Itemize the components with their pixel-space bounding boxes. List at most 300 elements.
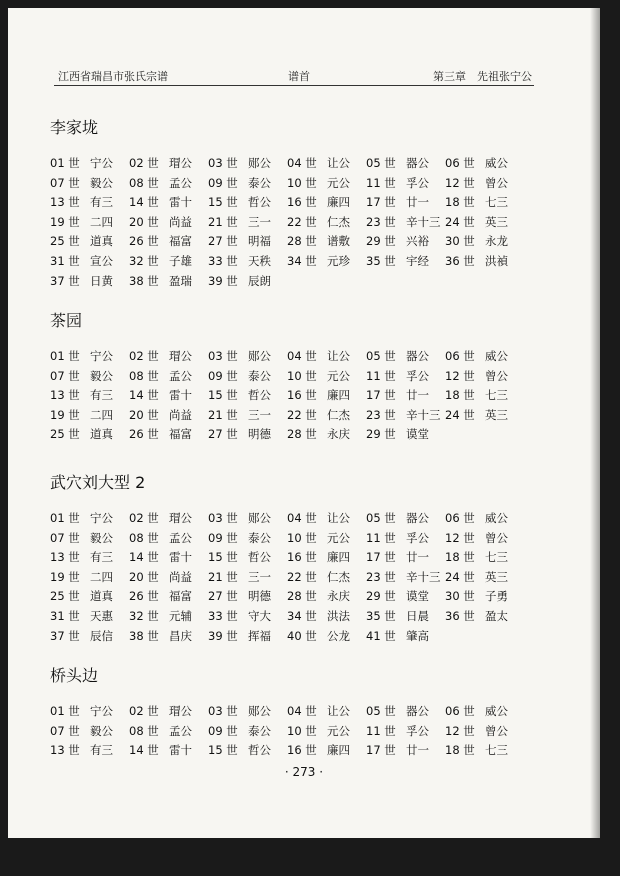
generation-number: 32 世: [129, 608, 159, 623]
ancestor-name: 昌庆: [169, 628, 192, 643]
ancestor-name: 洪禎: [485, 253, 508, 268]
ancestor-name: 辛十三: [406, 214, 441, 229]
generation-number: 20 世: [129, 569, 159, 584]
ancestor-name: 郧公: [248, 511, 271, 525]
generation-number: 31 世: [50, 253, 80, 268]
generation-number: 28 世: [287, 234, 317, 249]
ancestor-name: 泰公: [248, 723, 271, 738]
generation-number: 02 世: [129, 511, 159, 525]
generation-table: [50, 155, 520, 292]
generation-number: 36 世: [445, 253, 475, 268]
ancestor-name: 雷十: [169, 550, 192, 565]
book-page: [8, 8, 600, 838]
generation-entry: [50, 530, 129, 546]
generation-entry: [366, 407, 445, 423]
generation-entry: [445, 155, 524, 171]
ancestor-name: 盈太: [485, 608, 508, 623]
generation-number: 02 世: [129, 156, 159, 170]
ancestor-name: 公龙: [327, 628, 350, 643]
generation-entry: [287, 214, 366, 230]
ancestor-name: 曾公: [485, 530, 508, 545]
ancestor-name: 威公: [485, 349, 508, 363]
generation-number: 17 世: [366, 743, 396, 758]
generation-entry: [129, 426, 208, 442]
generation-number: 28 世: [287, 589, 317, 604]
generation-number: 29 世: [366, 589, 396, 604]
generation-entry: [129, 569, 208, 585]
ancestor-name: 廉四: [327, 195, 350, 210]
generation-entry: [287, 426, 366, 442]
ancestor-name: 辛十三: [406, 407, 441, 422]
generation-row: [50, 628, 520, 648]
generation-entry: [129, 608, 208, 624]
generation-entry: [287, 742, 366, 758]
generation-entry: [445, 348, 524, 364]
ancestor-name: 廿一: [406, 743, 429, 758]
ancestor-name: 廿一: [406, 195, 429, 210]
generation-entry: [129, 530, 208, 546]
generation-entry: [445, 368, 524, 384]
generation-number: 29 世: [366, 427, 396, 442]
ancestor-name: 福富: [169, 427, 192, 442]
generation-entry: [50, 233, 129, 249]
generation-entry: [445, 175, 524, 191]
ancestor-name: 英三: [485, 214, 508, 229]
generation-entry: [287, 233, 366, 249]
generation-entry: [366, 628, 445, 644]
ancestor-name: 七三: [485, 550, 508, 565]
generation-number: 09 世: [208, 723, 238, 738]
generation-row: [50, 530, 520, 550]
ancestor-name: 守大: [248, 608, 271, 623]
generation-number: 02 世: [129, 704, 159, 718]
generation-entry: [208, 155, 287, 171]
generation-entry: [445, 407, 524, 423]
generation-entry: [287, 387, 366, 403]
generation-entry: [445, 742, 524, 758]
generation-entry: [287, 723, 366, 739]
ancestor-name: 哲公: [248, 195, 271, 210]
generation-entry: [50, 348, 129, 364]
ancestor-name: 曾公: [485, 723, 508, 738]
section-title: 茶园: [50, 311, 83, 330]
generation-number: 35 世: [366, 608, 396, 623]
generation-number: 16 世: [287, 388, 317, 403]
generation-number: 24 世: [445, 214, 475, 229]
generation-number: 12 世: [445, 723, 475, 738]
ancestor-name: 哲公: [248, 388, 271, 403]
generation-row: [50, 368, 520, 388]
generation-entry: [208, 175, 287, 191]
generation-row: [50, 608, 520, 628]
generation-number: 16 世: [287, 195, 317, 210]
ancestor-name: 七三: [485, 388, 508, 403]
generation-number: 08 世: [129, 368, 159, 383]
generation-entry: [366, 155, 445, 171]
generation-entry: [129, 155, 208, 171]
generation-entry: [287, 348, 366, 364]
ancestor-name: 瑁公: [169, 704, 192, 718]
generation-number: 01 世: [50, 511, 80, 525]
ancestor-name: 威公: [485, 511, 508, 525]
header-book-title: 江西省瑞昌市张氏宗谱: [58, 70, 168, 83]
generation-entry: [445, 549, 524, 565]
generation-entry: [129, 194, 208, 210]
ancestor-name: 明德: [248, 589, 271, 604]
generation-number: 21 世: [208, 407, 238, 422]
generation-entry: [445, 588, 524, 604]
generation-number: 28 世: [287, 427, 317, 442]
generation-number: 22 世: [287, 407, 317, 422]
generation-number: 21 世: [208, 569, 238, 584]
ancestor-name: 二四: [90, 569, 113, 584]
generation-entry: [208, 194, 287, 210]
generation-number: 03 世: [208, 511, 238, 525]
generation-number: 18 世: [445, 388, 475, 403]
generation-entry: [445, 569, 524, 585]
generation-number: 22 世: [287, 214, 317, 229]
generation-row: [50, 194, 520, 214]
page-edge-shadow: [590, 8, 600, 838]
ancestor-name: 宁公: [90, 349, 113, 363]
generation-number: 10 世: [287, 175, 317, 190]
generation-number: 12 世: [445, 368, 475, 383]
ancestor-name: 孚公: [406, 530, 429, 545]
ancestor-name: 辰朗: [248, 273, 271, 288]
generation-number: 14 世: [129, 388, 159, 403]
ancestor-name: 哲公: [248, 743, 271, 758]
generation-entry: [287, 155, 366, 171]
generation-row: [50, 510, 520, 530]
generation-number: 07 世: [50, 723, 80, 738]
ancestor-name: 天惠: [90, 608, 113, 623]
generation-entry: [208, 628, 287, 644]
generation-number: 40 世: [287, 628, 317, 643]
generation-number: 35 世: [366, 253, 396, 268]
ancestor-name: 泰公: [248, 530, 271, 545]
generation-entry: [445, 387, 524, 403]
generation-entry: [287, 703, 366, 719]
generation-number: 13 世: [50, 743, 80, 758]
generation-entry: [129, 273, 208, 289]
generation-number: 26 世: [129, 427, 159, 442]
ancestor-name: 尚益: [169, 569, 192, 584]
generation-number: 17 世: [366, 388, 396, 403]
ancestor-name: 尚益: [169, 407, 192, 422]
ancestor-name: 孟公: [169, 530, 192, 545]
generation-row: [50, 387, 520, 407]
generation-number: 16 世: [287, 550, 317, 565]
ancestor-name: 子雄: [169, 253, 192, 268]
generation-number: 07 世: [50, 530, 80, 545]
ancestor-name: 孟公: [169, 723, 192, 738]
generation-number: 20 世: [129, 214, 159, 229]
ancestor-name: 廉四: [327, 388, 350, 403]
generation-row: [50, 703, 520, 723]
ancestor-name: 挥福: [248, 628, 271, 643]
generation-entry: [50, 723, 129, 739]
ancestor-name: 仁杰: [327, 407, 350, 422]
ancestor-name: 郧公: [248, 704, 271, 718]
generation-number: 15 世: [208, 388, 238, 403]
generation-number: 16 世: [287, 743, 317, 758]
ancestor-name: 雷十: [169, 743, 192, 758]
ancestor-name: 道真: [90, 427, 113, 442]
generation-entry: [445, 703, 524, 719]
ancestor-name: 泰公: [248, 368, 271, 383]
ancestor-name: 福富: [169, 589, 192, 604]
generation-entry: [287, 368, 366, 384]
generation-entry: [50, 407, 129, 423]
ancestor-name: 有三: [90, 550, 113, 565]
generation-entry: [129, 233, 208, 249]
generation-entry: [366, 723, 445, 739]
generation-number: 01 世: [50, 704, 80, 718]
generation-entry: [287, 253, 366, 269]
generation-entry: [129, 703, 208, 719]
generation-number: 33 世: [208, 253, 238, 268]
page-number: · 273 ·: [284, 765, 324, 779]
generation-entry: [208, 214, 287, 230]
ancestor-name: 郧公: [248, 349, 271, 363]
generation-row: [50, 273, 520, 293]
ancestor-name: 瑁公: [169, 156, 192, 170]
generation-entry: [50, 628, 129, 644]
generation-entry: [366, 549, 445, 565]
generation-entry: [50, 426, 129, 442]
generation-entry: [50, 549, 129, 565]
ancestor-name: 孚公: [406, 723, 429, 738]
generation-number: 15 世: [208, 550, 238, 565]
ancestor-name: 让公: [327, 511, 350, 525]
generation-entry: [366, 530, 445, 546]
ancestor-name: 洪法: [327, 608, 350, 623]
generation-entry: [129, 175, 208, 191]
ancestor-name: 器公: [406, 156, 429, 170]
generation-number: 34 世: [287, 253, 317, 268]
generation-number: 25 世: [50, 234, 80, 249]
generation-entry: [50, 194, 129, 210]
generation-entry: [366, 426, 445, 442]
ancestor-name: 英三: [485, 569, 508, 584]
generation-number: 11 世: [366, 368, 396, 383]
generation-entry: [208, 233, 287, 249]
generation-entry: [129, 214, 208, 230]
generation-entry: [50, 155, 129, 171]
ancestor-name: 威公: [485, 704, 508, 718]
generation-row: [50, 155, 520, 175]
generation-table: [50, 510, 520, 647]
ancestor-name: 元辅: [169, 608, 192, 623]
generation-table: [50, 703, 520, 762]
generation-number: 17 世: [366, 550, 396, 565]
generation-number: 20 世: [129, 407, 159, 422]
generation-entry: [287, 569, 366, 585]
generation-entry: [366, 703, 445, 719]
ancestor-name: 孟公: [169, 368, 192, 383]
generation-number: 02 世: [129, 349, 159, 363]
ancestor-name: 泰公: [248, 175, 271, 190]
generation-number: 41 世: [366, 628, 396, 643]
generation-number: 26 世: [129, 589, 159, 604]
ancestor-name: 肇高: [406, 628, 429, 643]
generation-row: [50, 407, 520, 427]
generation-entry: [129, 510, 208, 526]
generation-number: 14 世: [129, 743, 159, 758]
generation-number: 37 世: [50, 628, 80, 643]
generation-entry: [445, 253, 524, 269]
generation-entry: [208, 723, 287, 739]
generation-row: [50, 569, 520, 589]
ancestor-name: 毅公: [90, 368, 113, 383]
generation-number: 22 世: [287, 569, 317, 584]
generation-number: 18 世: [445, 743, 475, 758]
generation-number: 04 世: [287, 349, 317, 363]
generation-number: 03 世: [208, 156, 238, 170]
ancestor-name: 有三: [90, 743, 113, 758]
generation-entry: [287, 608, 366, 624]
ancestor-name: 孚公: [406, 368, 429, 383]
generation-entry: [366, 742, 445, 758]
ancestor-name: 廿一: [406, 388, 429, 403]
generation-entry: [129, 628, 208, 644]
generation-entry: [208, 608, 287, 624]
ancestor-name: 英三: [485, 407, 508, 422]
ancestor-name: 郧公: [248, 156, 271, 170]
generation-number: 27 世: [208, 427, 238, 442]
generation-entry: [287, 407, 366, 423]
generation-entry: [208, 742, 287, 758]
generation-entry: [366, 253, 445, 269]
generation-number: 34 世: [287, 608, 317, 623]
generation-row: [50, 348, 520, 368]
generation-entry: [366, 368, 445, 384]
ancestor-name: 毅公: [90, 723, 113, 738]
generation-number: 38 世: [129, 273, 159, 288]
generation-number: 04 世: [287, 704, 317, 718]
ancestor-name: 曾公: [485, 368, 508, 383]
ancestor-name: 谟堂: [406, 589, 429, 604]
generation-entry: [287, 628, 366, 644]
generation-entry: [445, 723, 524, 739]
generation-row: [50, 214, 520, 234]
generation-row: [50, 723, 520, 743]
generation-number: 26 世: [129, 234, 159, 249]
generation-number: 14 世: [129, 550, 159, 565]
ancestor-name: 元珍: [327, 253, 350, 268]
generation-entry: [366, 510, 445, 526]
generation-number: 09 世: [208, 368, 238, 383]
generation-entry: [287, 194, 366, 210]
generation-number: 24 世: [445, 407, 475, 422]
ancestor-name: 宇经: [406, 253, 429, 268]
generation-entry: [366, 233, 445, 249]
generation-number: 29 世: [366, 234, 396, 249]
ancestor-name: 道真: [90, 589, 113, 604]
ancestor-name: 让公: [327, 156, 350, 170]
ancestor-name: 明福: [248, 234, 271, 249]
generation-entry: [208, 703, 287, 719]
generation-number: 17 世: [366, 195, 396, 210]
generation-number: 05 世: [366, 156, 396, 170]
generation-number: 32 世: [129, 253, 159, 268]
generation-number: 12 世: [445, 175, 475, 190]
generation-number: 37 世: [50, 273, 80, 288]
generation-entry: [366, 194, 445, 210]
generation-entry: [366, 608, 445, 624]
generation-number: 39 世: [208, 628, 238, 643]
generation-number: 01 世: [50, 349, 80, 363]
ancestor-name: 雷十: [169, 388, 192, 403]
generation-number: 33 世: [208, 608, 238, 623]
ancestor-name: 永庆: [327, 427, 350, 442]
generation-table: [50, 348, 520, 446]
ancestor-name: 元公: [327, 530, 350, 545]
ancestor-name: 福富: [169, 234, 192, 249]
generation-number: 11 世: [366, 175, 396, 190]
generation-entry: [445, 214, 524, 230]
ancestor-name: 雷十: [169, 195, 192, 210]
ancestor-name: 器公: [406, 704, 429, 718]
generation-number: 36 世: [445, 608, 475, 623]
ancestor-name: 孟公: [169, 175, 192, 190]
ancestor-name: 兴裕: [406, 234, 429, 249]
ancestor-name: 曾公: [485, 175, 508, 190]
ancestor-name: 宁公: [90, 511, 113, 525]
section-title: 武穴刘大型 2: [50, 473, 146, 492]
generation-number: 18 世: [445, 550, 475, 565]
generation-entry: [366, 569, 445, 585]
ancestor-name: 毅公: [90, 530, 113, 545]
generation-number: 31 世: [50, 608, 80, 623]
section-title: 李家垅: [50, 118, 99, 137]
ancestor-name: 毅公: [90, 175, 113, 190]
generation-number: 08 世: [129, 175, 159, 190]
generation-entry: [50, 368, 129, 384]
generation-number: 06 世: [445, 704, 475, 718]
ancestor-name: 三一: [248, 407, 271, 422]
ancestor-name: 天秩: [248, 253, 271, 268]
generation-number: 30 世: [445, 589, 475, 604]
generation-entry: [208, 348, 287, 364]
generation-number: 05 世: [366, 349, 396, 363]
generation-number: 15 世: [208, 743, 238, 758]
generation-entry: [129, 549, 208, 565]
generation-row: [50, 253, 520, 273]
ancestor-name: 永庆: [327, 589, 350, 604]
generation-entry: [445, 194, 524, 210]
generation-number: 06 世: [445, 156, 475, 170]
generation-entry: [129, 387, 208, 403]
generation-entry: [445, 530, 524, 546]
generation-entry: [445, 510, 524, 526]
generation-number: 06 世: [445, 511, 475, 525]
generation-entry: [445, 608, 524, 624]
generation-number: 10 世: [287, 723, 317, 738]
ancestor-name: 仁杰: [327, 569, 350, 584]
generation-entry: [208, 368, 287, 384]
ancestor-name: 日晨: [406, 608, 429, 623]
generation-number: 03 世: [208, 704, 238, 718]
ancestor-name: 七三: [485, 195, 508, 210]
ancestor-name: 瑁公: [169, 511, 192, 525]
header-volume: 谱首: [288, 70, 310, 83]
generation-number: 10 世: [287, 368, 317, 383]
generation-number: 24 世: [445, 569, 475, 584]
ancestor-name: 二四: [90, 214, 113, 229]
ancestor-name: 有三: [90, 195, 113, 210]
generation-number: 18 世: [445, 195, 475, 210]
